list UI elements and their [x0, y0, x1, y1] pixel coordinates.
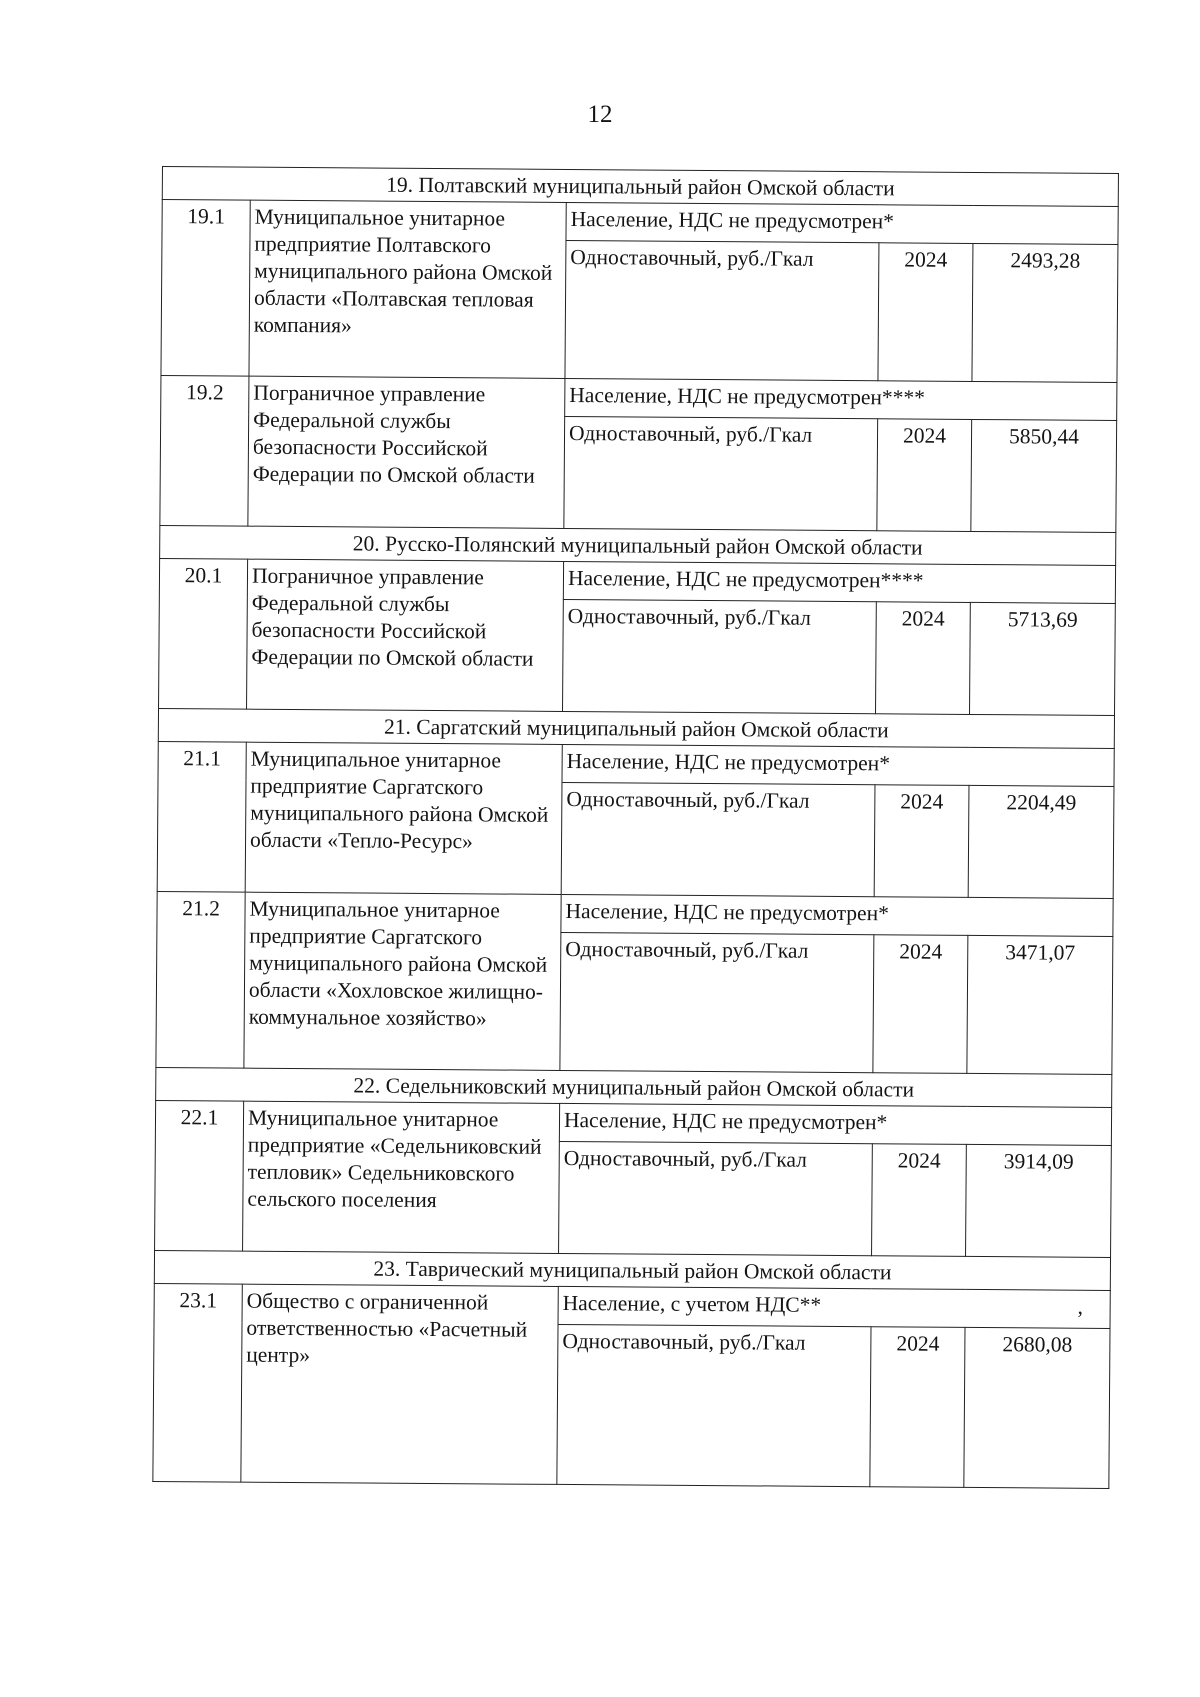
- tariff-year: 2024: [878, 243, 973, 382]
- tariff-value: 2204,49: [968, 785, 1114, 898]
- row-number: 22.1: [155, 1100, 244, 1251]
- organization-name: Пограничное управление Федеральной службы безопасности Российской Федерации по Омской области: [247, 559, 564, 711]
- table-row: [162, 200, 1118, 245]
- tariff-type: Одноставочный, руб./Гкал: [560, 932, 874, 1072]
- tariff-year: 2024: [872, 1144, 967, 1257]
- tariff-value: 3471,07: [967, 935, 1113, 1074]
- row-number: 23.1: [153, 1283, 242, 1482]
- tariff-year: 2024: [873, 935, 968, 1074]
- tariff-type: Одноставочный, руб./Гкал: [561, 782, 875, 896]
- table-row: [154, 1283, 1110, 1328]
- consumer-category-text: Население, НДС не предусмотрен****: [567, 565, 924, 593]
- organization-name: Муниципальное унитарное предприятие Саргатского муниципального района Омской области «Хохловское жилищно-коммунальное хозяйство»: [244, 892, 561, 1070]
- tariff-table: [152, 166, 1119, 1489]
- row-number: 19.1: [161, 200, 250, 377]
- section-title: 19. Полтавский муниципальный район Омской области: [162, 167, 1118, 207]
- consumer-category: [559, 1103, 1111, 1145]
- tariff-value: 2680,08: [964, 1327, 1110, 1488]
- category-mark: ‚: [1076, 1294, 1084, 1319]
- section-title: 20. Русско-Полянский муниципальный район Омской области: [160, 525, 1116, 565]
- tariff-year: 2024: [876, 602, 971, 715]
- tariff-value: 5713,69: [970, 602, 1116, 715]
- consumer-category-text: Население, НДС не предусмотрен*: [565, 898, 889, 926]
- organization-name: Муниципальное унитарное предприятие Полтавского муниципального района Омской области «Полтавская тепловая компания»: [249, 200, 566, 378]
- organization-name: Муниципальное унитарное предприятие «Седельниковский тепловик» Седельниковского сельского поселения: [243, 1101, 560, 1253]
- consumer-category: [558, 1286, 1110, 1328]
- row-number: 21.1: [157, 741, 246, 892]
- consumer-category-text: Население, с учетом НДС**: [562, 1290, 822, 1317]
- consumer-category: [565, 378, 1117, 420]
- consumer-category-text: Население, НДС не предусмотрен*: [566, 748, 891, 776]
- tariff-value: 2493,28: [972, 243, 1118, 382]
- page-number: 12: [587, 101, 613, 128]
- tariff-year: 2024: [874, 785, 969, 898]
- row-number: 20.1: [159, 558, 248, 709]
- tariff-type: Одноставочный, руб./Гкал: [565, 240, 879, 380]
- consumer-category-text: Население, НДС не предусмотрен****: [569, 382, 926, 410]
- consumer-category-text: Население, НДС не предусмотрен*: [570, 206, 895, 234]
- consumer-category: [566, 202, 1118, 244]
- tariff-type: Одноставочный, руб./Гкал: [564, 416, 878, 530]
- table-row: [159, 558, 1115, 603]
- table-row: [161, 375, 1117, 420]
- organization-name: Пограничное управление Федеральной службы безопасности Российской Федерации по Омской области: [248, 376, 565, 528]
- consumer-category: [562, 744, 1114, 786]
- section-title: 23. Таврический муниципальный район Омской области: [154, 1250, 1110, 1290]
- tariff-type: Одноставочный, руб./Гкал: [563, 599, 877, 713]
- table-row: [155, 1100, 1111, 1145]
- tariff-type: Одноставочный, руб./Гкал: [559, 1141, 873, 1255]
- section-title: 22. Седельниковский муниципальный район Омской области: [156, 1067, 1112, 1107]
- table-row: [157, 891, 1113, 936]
- tariff-value: 5850,44: [971, 419, 1117, 532]
- section-title: 21. Саргатский муниципальный район Омской области: [158, 708, 1114, 748]
- consumer-category-text: Население, НДС не предусмотрен*: [563, 1107, 888, 1135]
- tariff-value: 3914,09: [966, 1144, 1112, 1257]
- row-number: 21.2: [156, 891, 245, 1068]
- consumer-category: [563, 561, 1115, 603]
- organization-name: Общество с ограниченной ответственностью «Расчетный центр»: [241, 1284, 558, 1484]
- row-number: 19.2: [160, 375, 249, 526]
- table-row: [158, 741, 1114, 786]
- tariff-year: 2024: [870, 1327, 965, 1488]
- tariff-year: 2024: [877, 419, 972, 532]
- tariff-type: Одноставочный, руб./Гкал: [557, 1324, 871, 1486]
- consumer-category: [561, 894, 1113, 936]
- organization-name: Муниципальное унитарное предприятие Саргатского муниципального района Омской области «Тепло-Ресурс»: [245, 742, 562, 894]
